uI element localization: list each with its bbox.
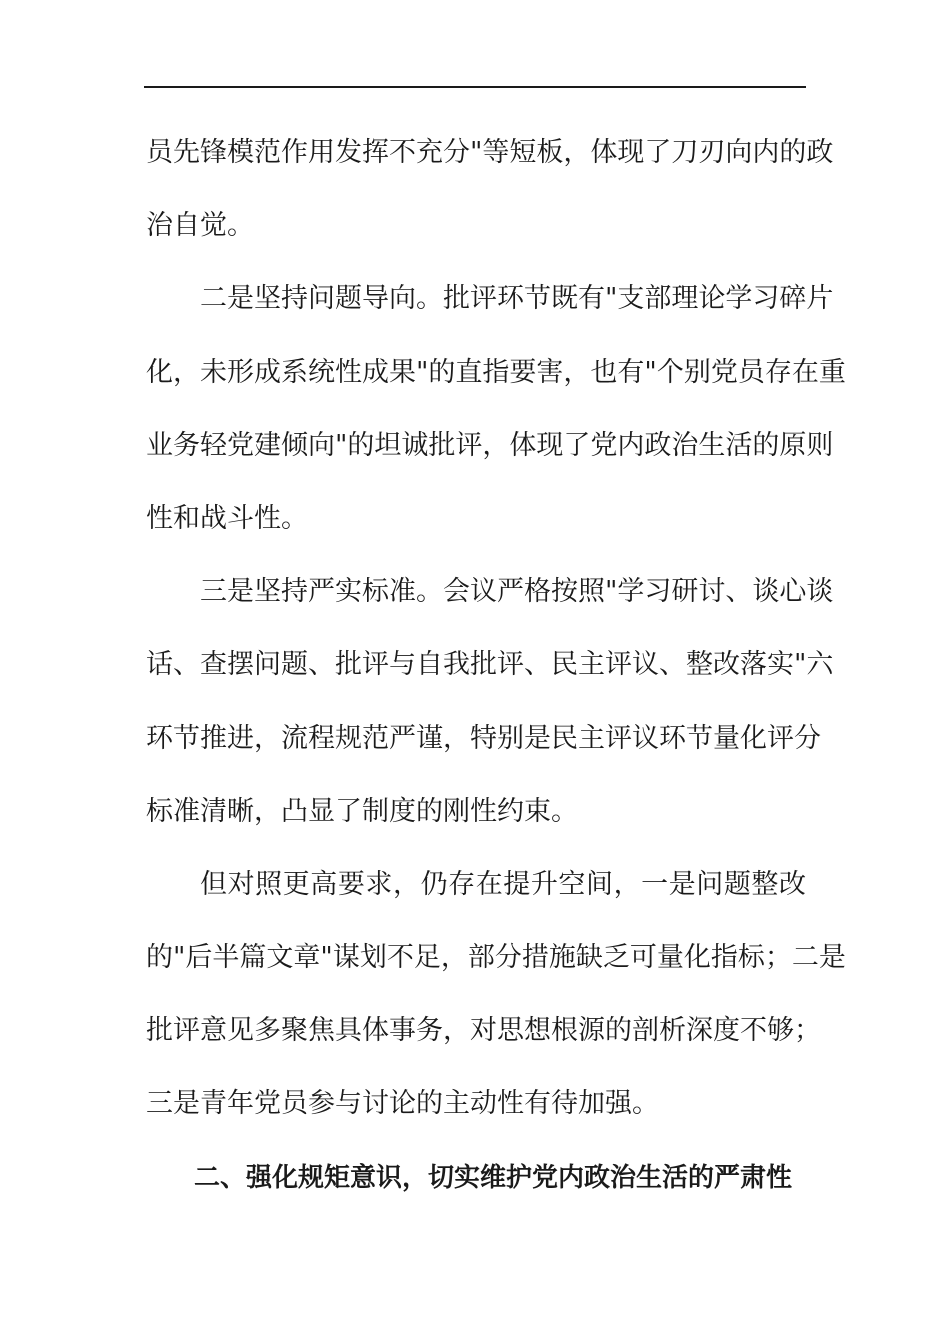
paragraph-line: 但对照更高要求，仍存在提升空间，一是问题整改	[200, 868, 806, 900]
header-rule	[144, 86, 806, 88]
paragraph-line: 三是青年党员参与讨论的主动性有待加强。	[146, 1088, 659, 1120]
paragraph-line: 标准清晰，凸显了制度的刚性约束。	[146, 795, 578, 827]
section-heading: 二、强化规矩意识，切实维护党内政治生活的严肃性	[194, 1162, 793, 1193]
paragraph-line: 化，未形成系统性成果"的直指要害，也有"个别党员存在重	[146, 356, 846, 388]
document-body	[146, 123, 846, 1221]
paragraph-line: 话、查摆问题、批评与自我批评、民主评议、整改落实"六	[146, 649, 834, 681]
paragraph-line: 员先锋模范作用发挥不充分"等短板，体现了刀刃向内的政	[146, 137, 834, 168]
paragraph-line: 业务轻党建倾向"的坦诚批评，体现了党内政治生活的原则	[146, 429, 834, 461]
paragraph-line: 环节推进，流程规范严谨，特别是民主评议环节量化评分	[146, 722, 821, 754]
paragraph-line: 治自觉。	[146, 210, 254, 242]
paragraph-line: 性和战斗性。	[146, 502, 308, 534]
paragraph-line: 二是坚持问题导向。批评环节既有"支部理论学习碎片	[200, 283, 834, 315]
paragraph-line: 批评意见多聚焦具体事务，对思想根源的剖析深度不够；	[146, 1015, 821, 1047]
paragraph-line: 三是坚持严实标准。会议严格按照"学习研讨、谈心谈	[200, 576, 834, 608]
paragraph-line: 的"后半篇文章"谋划不足，部分措施缺乏可量化指标；二是	[146, 942, 846, 974]
